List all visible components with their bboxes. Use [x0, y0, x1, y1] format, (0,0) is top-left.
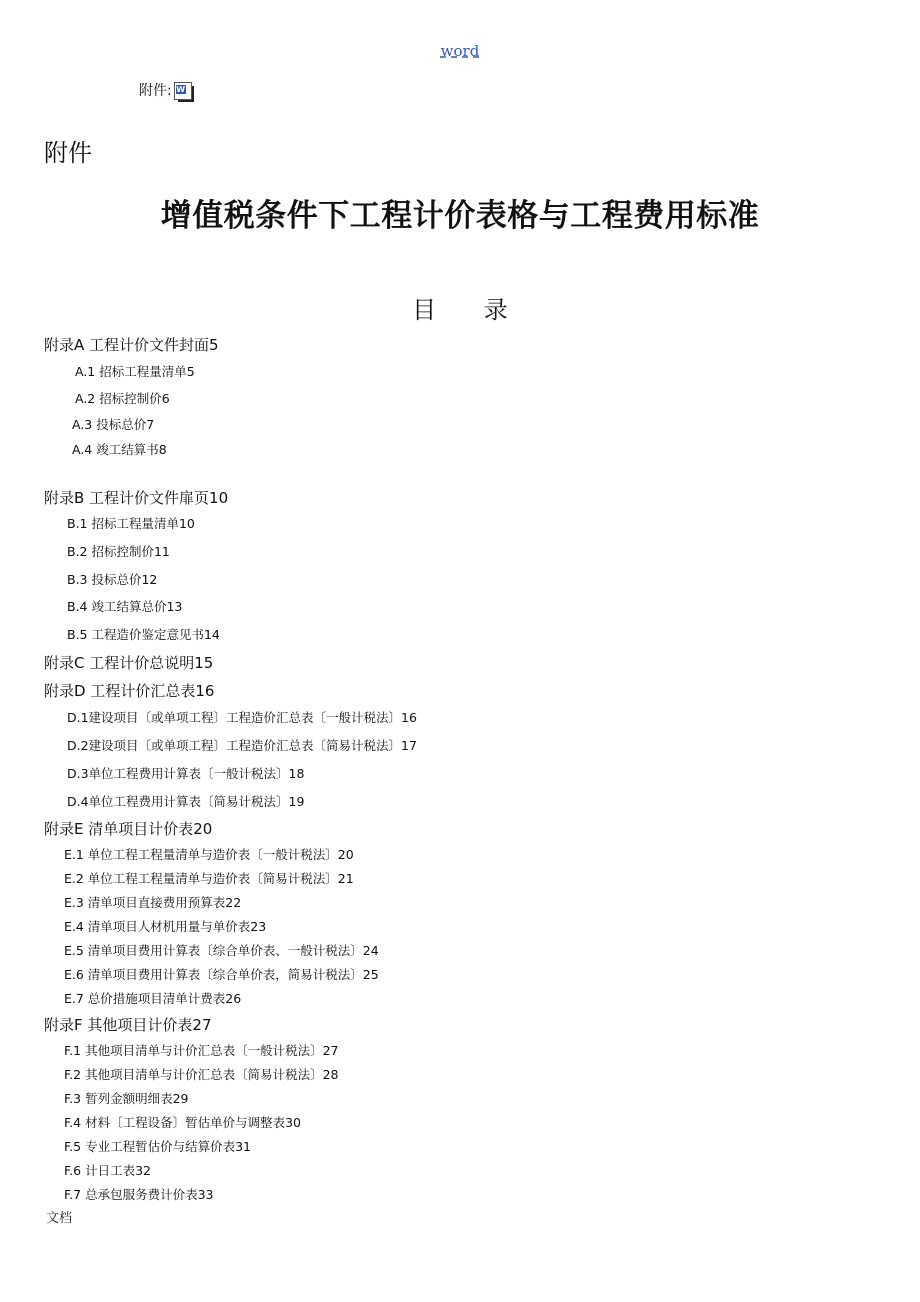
toc-entry-f6[interactable]: F.6 计日工表32 [64, 1163, 151, 1178]
toc-entry-f1[interactable]: F.1 其他项目清单与计价汇总表〔一般计税法〕27 [64, 1043, 339, 1058]
toc-entry-e4[interactable]: E.4 清单项目人材机用量与单价表23 [64, 919, 267, 934]
toc-entry-a2[interactable]: A.2 招标控制价6 [75, 391, 170, 406]
toc-entry-f2[interactable]: F.2 其他项目清单与计价汇总表〔简易计税法〕28 [64, 1067, 339, 1082]
toc-entry-a3[interactable]: A.3 投标总价7 [72, 417, 155, 432]
word-document-icon[interactable]: W [174, 82, 192, 100]
toc-entry-d4[interactable]: D.4单位工程费用计算表〔简易计税法〕19 [67, 794, 305, 809]
document-title: 增值税条件下工程计价表格与工程费用标准 [160, 198, 760, 234]
toc-entry-b2[interactable]: B.2 招标控制价11 [67, 544, 170, 559]
toc-entry-f4[interactable]: F.4 材料〔工程设备〕暂估单价与调整表30 [64, 1115, 301, 1130]
toc-entry-e3[interactable]: E.3 清单项目直接费用预算表22 [64, 895, 242, 910]
header-word-link[interactable]: word [440, 42, 480, 60]
attachment-line [139, 80, 192, 100]
toc-entry-e2[interactable]: E.2 单位工程工程量清单与造价表〔简易计税法〕21 [64, 871, 354, 886]
toc-heading: 目 录 [412, 296, 508, 324]
toc-entry-d2[interactable]: D.2建设项目〔或单项工程〕工程造价汇总表〔简易计税法〕17 [67, 738, 417, 753]
toc-entry-b5[interactable]: B.5 工程造价鉴定意见书14 [67, 627, 220, 642]
toc-entry-e7[interactable]: E.7 总价措施项目清单计费表26 [64, 991, 242, 1006]
toc-entry-f7[interactable]: F.7 总承包服务费计价表33 [64, 1187, 214, 1202]
toc-entry-d3[interactable]: D.3单位工程费用计算表〔一般计税法〕18 [67, 766, 305, 781]
attachment-label: 附件: [139, 83, 172, 99]
annex-label: 附件 [44, 139, 92, 167]
toc-entry-b4[interactable]: B.4 竣工结算总价13 [67, 599, 183, 614]
toc-entry-appendix-c[interactable]: 附录C 工程计价总说明15 [44, 654, 214, 672]
toc-entry-appendix-f[interactable]: 附录F 其他项目计价表27 [44, 1016, 212, 1034]
toc-entry-e6[interactable]: E.6 清单项目费用计算表〔综合单价表，简易计税法〕25 [64, 967, 379, 982]
footer-label: 文档 [46, 1211, 73, 1226]
toc-entry-b1[interactable]: B.1 招标工程量清单10 [67, 516, 195, 531]
toc-entry-f5[interactable]: F.5 专业工程暂估价与结算价表31 [64, 1139, 251, 1154]
toc-entry-appendix-d[interactable]: 附录D 工程计价汇总表16 [44, 682, 215, 700]
toc-entry-appendix-b[interactable]: 附录B 工程计价文件扉页10 [44, 489, 229, 507]
toc-entry-appendix-a[interactable]: 附录A 工程计价文件封面5 [44, 336, 219, 354]
toc-entry-a4[interactable]: A.4 竣工结算书8 [72, 442, 167, 457]
toc-entry-b3[interactable]: B.3 投标总价12 [67, 572, 158, 587]
toc-entry-a1[interactable]: A.1 招标工程量清单5 [75, 364, 195, 379]
toc-entry-e1[interactable]: E.1 单位工程工程量清单与造价表〔一般计税法〕20 [64, 847, 354, 862]
toc-entry-appendix-e[interactable]: 附录E 清单项目计价表20 [44, 820, 213, 838]
toc-entry-e5[interactable]: E.5 清单项目费用计算表〔综合单价表、一般计税法〕24 [64, 943, 379, 958]
toc-entry-d1[interactable]: D.1建设项目〔或单项工程〕工程造价汇总表〔一般计税法〕16 [67, 710, 417, 725]
toc-entry-f3[interactable]: F.3 暂列金额明细表29 [64, 1091, 189, 1106]
